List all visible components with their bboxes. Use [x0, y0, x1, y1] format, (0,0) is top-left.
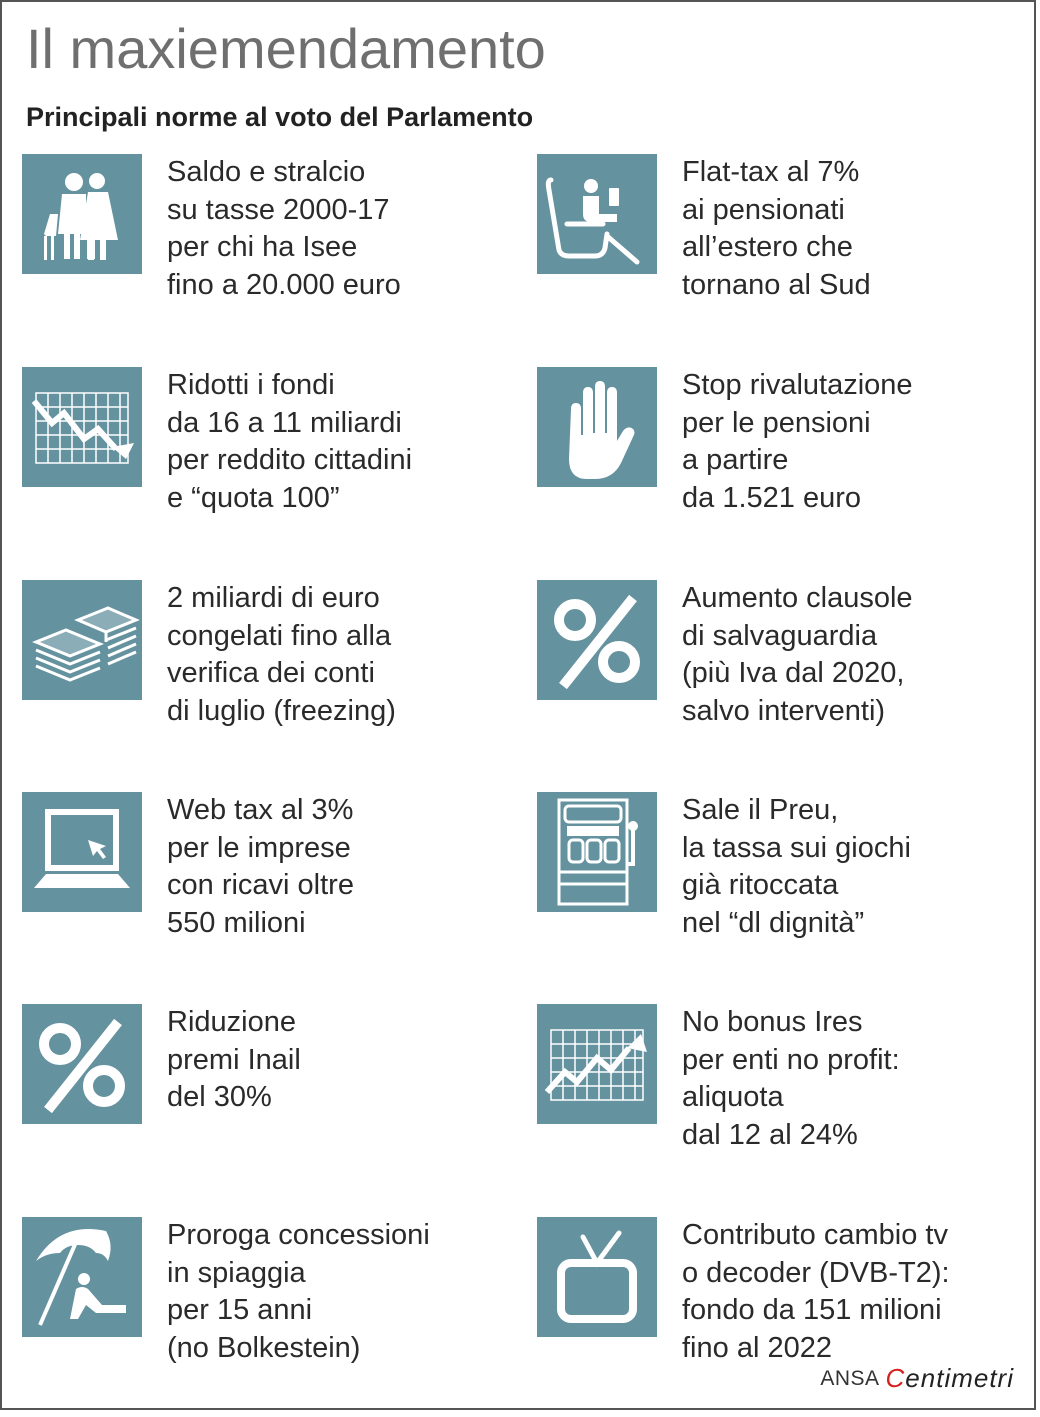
item-text: Stop rivalutazione per le pensioni a partire da 1.521 euro [682, 369, 913, 514]
page-title: Il maxiemendamento [26, 17, 546, 80]
item-text: Web tax al 3% per le imprese con ricavi oltre 550 milioni [167, 794, 354, 939]
list-item [22, 792, 492, 992]
list-item [537, 580, 1007, 780]
item-text: Flat-tax al 7% ai pensionati all’estero che tornano al Sud [682, 156, 871, 301]
item-text: Sale il Preu, la tassa sui giochi già ritoccata nel “dl dignità” [682, 794, 911, 939]
list-item [537, 792, 1007, 992]
slot-machine-icon [537, 792, 657, 912]
item-text: Proroga concessioni in spiaggia per 15 anni (no Bolkestein) [167, 1219, 430, 1364]
page-subtitle: Principali norme al voto del Parlamento [26, 102, 534, 132]
declining-chart-icon [22, 367, 142, 487]
laptop-icon [22, 792, 142, 912]
money-stacks-icon [22, 580, 142, 700]
item-text: 2 miliardi di euro congelati fino alla verifica dei conti di luglio (freezing) [167, 582, 396, 727]
percent-icon [537, 580, 657, 700]
tv-icon [537, 1217, 657, 1337]
item-text: Contributo cambio tv o decoder (DVB-T2): fondo da 151 milioni fino al 2022 [682, 1219, 950, 1364]
list-item [537, 1004, 1007, 1204]
list-item [22, 580, 492, 780]
stop-hand-icon [537, 367, 657, 487]
publisher-logo [820, 1363, 1014, 1394]
item-text: Saldo e stralcio su tasse 2000-17 per chi ha Isee fino a 20.000 euro [167, 156, 401, 301]
list-item [22, 154, 492, 354]
list-item [22, 1004, 492, 1204]
item-text: Aumento clausole di salvaguardia (più Iva dal 2020, salvo interventi) [682, 582, 913, 727]
percent-icon [22, 1004, 142, 1124]
list-item [22, 367, 492, 567]
list-item [537, 154, 1007, 354]
item-text: No bonus Ires per enti no profit: aliquota dal 12 al 24% [682, 1006, 900, 1151]
rising-chart-icon [537, 1004, 657, 1124]
family-icon [22, 154, 142, 274]
list-item [22, 1217, 492, 1417]
beach-umbrella-icon [22, 1217, 142, 1337]
brand-mark: Centimetri [885, 1363, 1014, 1393]
list-item [537, 367, 1007, 567]
brand-label: ANSA [820, 1366, 880, 1390]
pensioner-armchair-icon [537, 154, 657, 274]
item-text: Riduzione premi Inail del 30% [167, 1006, 301, 1113]
item-text: Ridotti i fondi da 16 a 11 miliardi per reddito cittadini e “quota 100” [167, 369, 413, 514]
